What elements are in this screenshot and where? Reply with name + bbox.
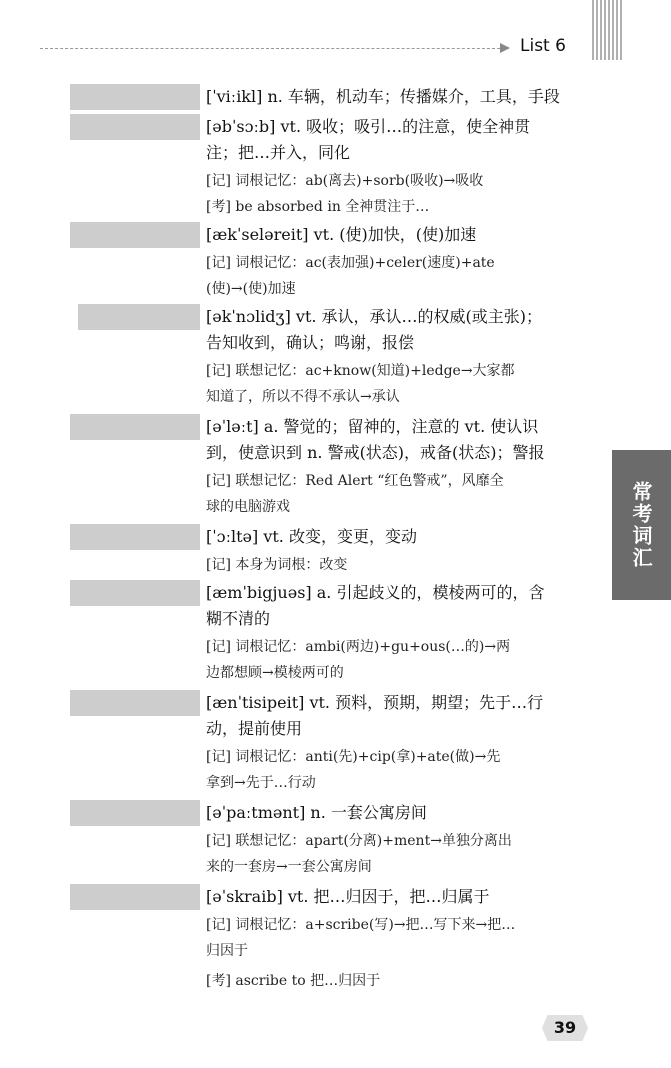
headword-highlight xyxy=(70,114,200,140)
memory-note: [记] 联想记忆：Red Alert “红色警戒”，风靡全 xyxy=(206,473,504,489)
definition-line: [əˈpaːtmənt] n. 一套公寓房间 xyxy=(206,803,427,822)
memory-note: 球的电脑游戏 xyxy=(206,499,290,515)
memory-note: [记] 联想记忆：ac+know(知道)+ledge→大家都 xyxy=(206,363,515,379)
memory-note: 来的一套房→一套公寓房间 xyxy=(206,859,372,875)
memory-note: [记] 词根记忆：ab(离去)+sorb(吸收)→吸收 xyxy=(206,173,484,189)
definition-line: [ˈviːikl] n. 车辆，机动车；传播媒介，工具，手段 xyxy=(206,87,560,106)
exam-note: [考] ascribe to 把…归因于 xyxy=(206,973,381,989)
definition-line: [əkˈnɔlidʒ] vt. 承认，承认…的权威(或主张)； xyxy=(206,307,543,326)
header-rule xyxy=(40,48,505,49)
headword-highlight xyxy=(70,524,200,550)
definition-line: [əˈləːt] a. 警觉的；留神的，注意的 vt. 使认识 xyxy=(206,417,539,436)
headword-highlight xyxy=(70,884,200,910)
definition-line: 到，使意识到 n. 警戒(状态)，戒备(状态)；警报 xyxy=(206,443,545,462)
definition-line: 告知收到，确认；鸣谢，报偿 xyxy=(206,333,415,352)
definition-line: [əbˈsɔːb] vt. 吸收；吸引…的注意，使全神贯 xyxy=(206,117,531,136)
definition-line: [ænˈtisipeit] vt. 预料，预期，期望；先于…行 xyxy=(206,693,544,712)
headword-highlight xyxy=(70,580,200,606)
definition-line: [ækˈseləreit] vt. (使)加快，(使)加速 xyxy=(206,225,477,244)
list-title: List 6 xyxy=(520,36,566,56)
header-arrow-icon xyxy=(500,43,510,53)
headword-highlight xyxy=(70,690,200,716)
page-edge-marks xyxy=(592,0,622,60)
memory-note: [记] 词根记忆：a+scribe(写)→把…写下来→把… xyxy=(206,917,516,933)
memory-note: [记] 联想记忆：apart(分离)+ment→单独分离出 xyxy=(206,833,512,849)
headword-highlight xyxy=(70,800,200,826)
memory-note: 知道了，所以不得不承认→承认 xyxy=(206,389,400,405)
memory-note: 边都想顾→模棱两可的 xyxy=(206,665,344,681)
headword-highlight xyxy=(70,414,200,440)
page-number-badge xyxy=(540,1015,590,1041)
exam-note: [考] be absorbed in 全神贯注于… xyxy=(206,199,430,215)
headword-highlight xyxy=(78,304,200,330)
memory-note: [记] 词根记忆：anti(先)+cip(拿)+ate(做)→先 xyxy=(206,749,501,765)
headword-highlight xyxy=(70,84,200,110)
memory-note: 归因于 xyxy=(206,943,248,959)
memory-note: [记] 词根记忆：ambi(两边)+gu+ous(…的)→两 xyxy=(206,639,511,655)
definition-line: 糊不清的 xyxy=(206,609,271,628)
memory-note: 拿到→先于…行动 xyxy=(206,775,316,791)
definition-line: [æmˈbigjuəs] a. 引起歧义的，模棱两可的，含 xyxy=(206,583,545,602)
memory-note: [记] 词根记忆：ac(表加强)+celer(速度)+ate xyxy=(206,255,495,271)
page-number: 39 xyxy=(553,1018,577,1037)
memory-note: [记] 本身为词根：改变 xyxy=(206,557,348,573)
memory-note: (使)→(使)加速 xyxy=(206,281,296,297)
definition-line: [ˈɔːltə] vt. 改变，变更，变动 xyxy=(206,527,417,546)
definition-line: 动，提前使用 xyxy=(206,719,303,738)
headword-highlight xyxy=(70,222,200,248)
side-tab-label: 常考词汇 xyxy=(629,481,653,569)
definition-line: 注；把…并入，同化 xyxy=(206,143,351,162)
definition-line: [əˈskraib] vt. 把…归因于，把…归属于 xyxy=(206,887,490,906)
side-tab xyxy=(612,450,671,600)
